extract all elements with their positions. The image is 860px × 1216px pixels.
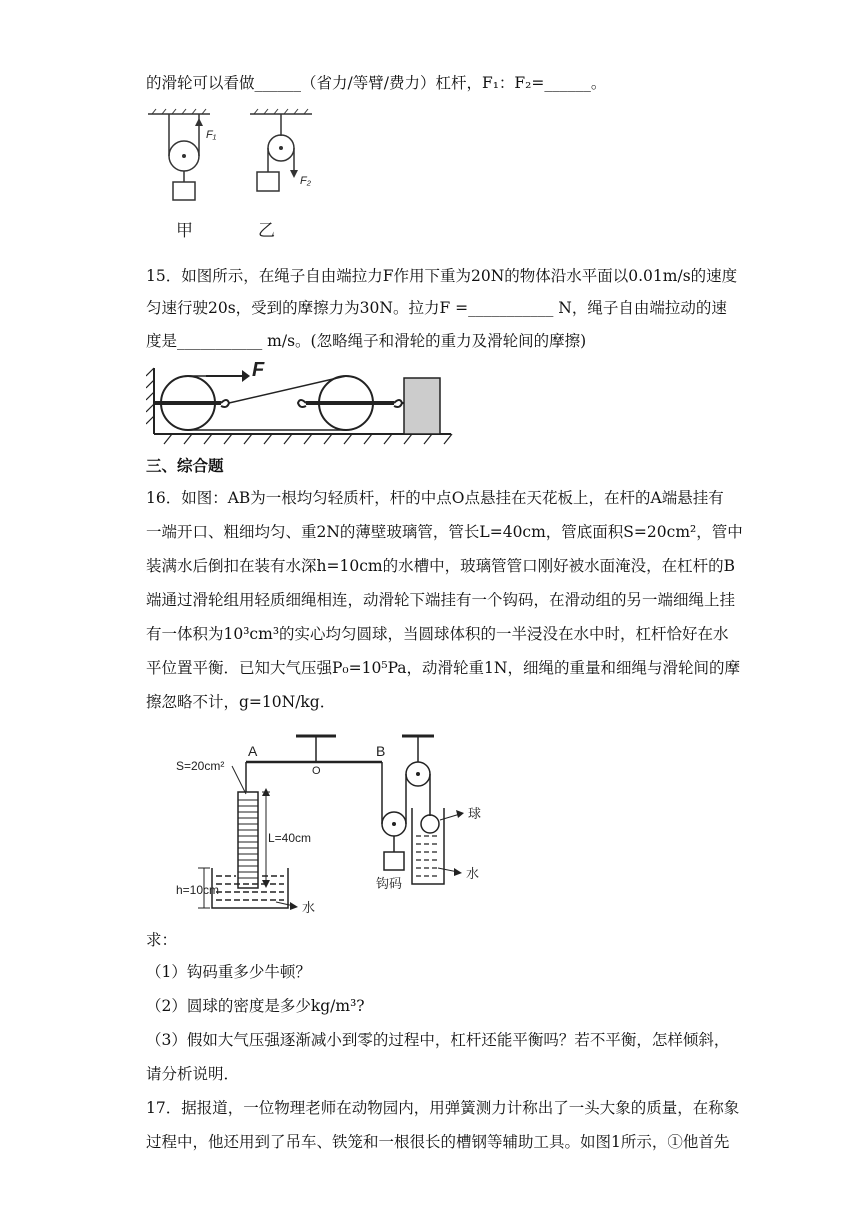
cup-water-label: 水: [466, 866, 480, 881]
q16-ask: 求：: [146, 931, 178, 949]
f2-label: F₂: [300, 175, 311, 187]
q16-line-2: 一端开口、粗细均匀、重2N的薄壁玻璃管，管长L=40cm，管底面积S=20cm²，管中: [146, 523, 743, 541]
q16-line-3: 装满水后倒扣在装有水深h=10cm的水槽中，玻璃管管口刚好被水面淹没，在杠杆的B: [146, 557, 735, 575]
section-3-heading: 三、综合题: [146, 456, 224, 475]
q16-sub-2: （2）圆球的密度是多少kg/m³?: [146, 997, 365, 1015]
hook-weight-label: 钩码: [376, 876, 403, 891]
q16-sub-3: （3）假如大气压强逐渐减小到零的过程中，杠杆还能平衡吗？若不平衡，怎样倾斜，: [146, 1031, 730, 1049]
label-jia: 甲: [176, 221, 193, 240]
q14-pulley-figure: [140, 108, 340, 243]
f1-label: F₁: [206, 129, 217, 141]
q15-line-2: 匀速行驶20s，受到的摩擦力为30N。拉力F =___________ N，绳子自由端拉动的速: [146, 299, 727, 317]
q17-line-2: 过程中，他还用到了吊车、铁笼和一根很长的槽钢等辅助工具。如图1所示，①他首先: [146, 1133, 730, 1151]
q15-line-1: 15．如图所示，在绳子自由端拉力F作用下重为20N的物体沿水平面以0.01m/s的速度: [146, 267, 738, 285]
tank-water-label: 水: [302, 900, 316, 915]
point-a-label: A: [248, 743, 258, 759]
label-yi: 乙: [258, 221, 275, 240]
q16-line-1: 16．如图：AB为一根均匀轻质杆，杆的中点O点悬挂在天花板上，在杆的A端悬挂有: [146, 489, 724, 507]
point-o-label: O: [312, 765, 321, 777]
point-b-label: B: [376, 743, 386, 759]
q16-line-6: 平位置平衡．已知大气压强P₀=10⁵Pa，动滑轮重1N，细绳的重量和细绳与滑轮间的摩: [146, 659, 740, 677]
depth-h-label: h=10cm: [176, 883, 220, 897]
q16-sub-4: 请分析说明．: [146, 1065, 240, 1083]
s-area-label: S=20cm²: [176, 759, 225, 773]
q16-lever-figure: [176, 728, 496, 918]
ball-label: 球: [468, 806, 482, 821]
length-l-label: L=40cm: [268, 831, 312, 845]
q14-tail-text: 的滑轮可以看做______（省力/等臂/费力）杠杆，F₁：F₂=______。: [146, 74, 607, 92]
q15-line-3: 度是___________ m/s。(忽略绳子和滑轮的重力及滑轮间的摩擦): [146, 332, 587, 350]
force-f-label: F: [252, 360, 265, 381]
q16-line-7: 擦忽略不计，g=10N/kg．: [146, 693, 336, 711]
q15-pulley-figure: [146, 360, 456, 448]
q16-line-5: 有一体积为10³cm³的实心均匀圆球，当圆球体积的一半浸没在水中时，杠杆恰好在水: [146, 625, 729, 643]
q16-sub-1: （1）钩码重多少牛顿？: [146, 963, 311, 981]
q17-line-1: 17．据报道，一位物理老师在动物园内，用弹簧测力计称出了一头大象的质量，在称象: [146, 1099, 740, 1117]
q16-line-4: 端通过滑轮组用轻质细绳相连，动滑轮下端挂有一个钩码，在滑动组的另一端细绳上挂: [146, 591, 736, 609]
